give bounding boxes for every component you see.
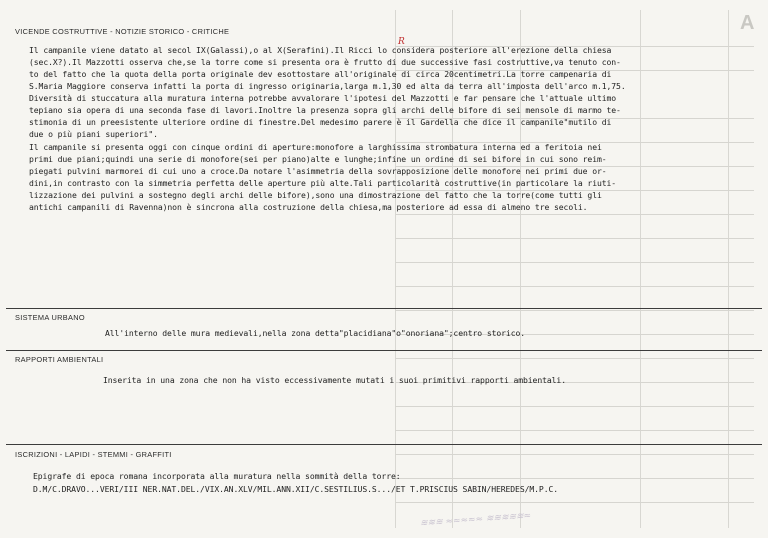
- section-divider: [6, 308, 762, 309]
- catalog-form-sheet: A ≋≋≋ ≈≈≈≈≈ ≋≋≋≋≋≈ VICENDE COSTRUTTIVE - NOTIZIE STORICO - CRITICHE R Il campanile viene datato al secol IX(Galassi),o al X(Serafini).Il Ricci lo considera posteriore all'erezione della chiesa (sec.X?).Il Mazzotti osserva che,se la torre come si presenta ora è frutto di due successive fasi costruttive,va tenuto con- to del fatto che la quota della porta originale dev esottostare all'originale di circa 20centimetri.La torre campenaria di S.Maria Maggiore conserva infatti la porta di ingresso originaria,larga m.1,30 ed alta da terra all'imposta dell'arco m.1,75. Diversità di stuccatura alla muratura interna potrebbe avvalorare l'ipotesi del Mazzotti e far pensare che l'attuale ultimo tepiano sia opera di una seconda fase di lavori.Inoltre la presenza sopra gli archi delle bifore di sei mensole di marmo te- stimonia di un preesistente ulteriore ordine di finestre.Del medesimo parere è il Gardella che dice il campanile"mutilo di due o più piani superiori". Il campanile si presenta oggi con cinque ordini di aperture:monofore a larghissima strombatura interna ed a feritoia nei primi due piani;quindi una serie di monofore(sei per piano)alte e lunghe;infine un ordine di sei bifore in cui sono reim- piegati pulvini marmorei di cui uno a croce.Da notare l'asimmetria della sovrapposizione delle monofore nei primi due or- dini,in contrasto con la simmetria perfetta delle aperture più alte.Tali particolarità costruttive(in particolare la riuti- lizzazione dei pulvini a sostegno degli archi delle bifore),sono una dimostrazione del fatto che la torre(come tutti gli antichi campanili di Ravenna)non è sincrona alla costruzione della chiesa,ma posteriore ad essa di almeno tre secoli. SISTEMA URBANO All'interno delle mura medievali,nella zona detta"placidiana"o"onoriana";centro storico. RAPPORTI AMBIENTALI Inserita in una zona che non ha visto eccessivamente mutati i suoi primitivi rapporti ambientali. ISCRIZIONI - LAPIDI - STEMMI - GRAFFITI Epigrafe di epoca romana incorporata alla muratura nella sommità della torre: D.M/C.DRAVO...VERI/III NER.NAT.DEL./VIX.AN.XLV/MIL.ANN.XII/C.SESTILIUS.S.../ET T.PRISCIUS SABIN/HEREDES/M.P.C.: [0, 0, 768, 538]
- text-line: to del fatto che la quota della porta originale dev esottostare all'originale di circa 20centimetri.La torre campenaria di: [29, 69, 612, 79]
- section-heading: RAPPORTI AMBIENTALI: [15, 355, 104, 364]
- text-line: (sec.X?).Il Mazzotti osserva che,se la torre come si presenta ora è frutto di due successive fasi costruttive,va tenuto con-: [29, 57, 621, 67]
- text-line: due o più piani superiori".: [29, 129, 158, 139]
- section-heading: ISCRIZIONI - LAPIDI - STEMMI - GRAFFITI: [15, 450, 172, 459]
- handwritten-correction-mark: R: [398, 37, 405, 47]
- text-line: Epigrafe di epoca romana incorporata alla muratura nella sommità della torre:: [33, 471, 401, 481]
- text-line: All'interno delle mura medievali,nella zona detta"placidiana"o"onoriana";centro storico.: [105, 328, 526, 338]
- text-line: D.M/C.DRAVO...VERI/III NER.NAT.DEL./VIX.AN.XLV/MIL.ANN.XII/C.SESTILIUS.S.../ET T.PRISCIUS SABIN/HEREDES/M.P.C.: [33, 484, 559, 494]
- section-heading: SISTEMA URBANO: [15, 313, 85, 322]
- text-line: stimonia di un preesistente ulteriore ordine di finestre.Del medesimo parere è il Gardella che dice il campanile"mutilo di: [29, 117, 612, 127]
- text-line: Il campanile viene datato al secol IX(Galassi),o al X(Serafini).Il Ricci lo considera posteriore all'erezione della chiesa: [29, 45, 612, 55]
- text-line: piegati pulvini marmorei di cui uno a croce.Da notare l'asimmetria della sovrapposizione delle monofore nei primi due or-: [29, 166, 607, 176]
- text-line: antichi campanili di Ravenna)non è sincrona alla costruzione della chiesa,ma posteriore ad essa di almeno tre secoli.: [29, 202, 588, 212]
- text-line: Il campanile si presenta oggi con cinque ordini di aperture:monofore a larghissima strombatura interna ed a feritoia nei: [29, 142, 602, 152]
- text-line: tepiano sia opera di una seconda fase di lavori.Inoltre la presenza sopra gli archi delle bifore di sei mensole di marmo te-: [29, 105, 621, 115]
- text-line: lizzazione dei pulvini a sostegno degli archi delle bifore),sono una dimostrazione del fatto che la torre(come tutti gli: [29, 190, 602, 200]
- text-line: Diversità di stuccatura alla muratura interna potrebbe avvalorare l'ipotesi del Mazzotti e far pensare che l'attuale ultimo: [29, 93, 617, 103]
- text-line: primi due piani;quindi una serie di monofore(sei per piano)alte e lunghe;infine un ordine di sei bifore in cui sono reim-: [29, 154, 607, 164]
- text-line: S.Maria Maggiore conserva infatti la porta di ingresso originaria,larga m.1,30 ed alta da terra all'imposta dell'arco m.1,75.: [29, 81, 626, 91]
- text-line: dini,in contrasto con la simmetria perfetta delle aperture più alte.Tali particolarità costruttive(in particolare la riuti-: [29, 178, 617, 188]
- section-heading: VICENDE COSTRUTTIVE - NOTIZIE STORICO - CRITICHE: [15, 27, 230, 36]
- section-divider: [6, 350, 762, 351]
- section-divider: [6, 444, 762, 445]
- text-line: Inserita in una zona che non ha visto eccessivamente mutati i suoi primitivi rapporti ambientali.: [103, 375, 566, 385]
